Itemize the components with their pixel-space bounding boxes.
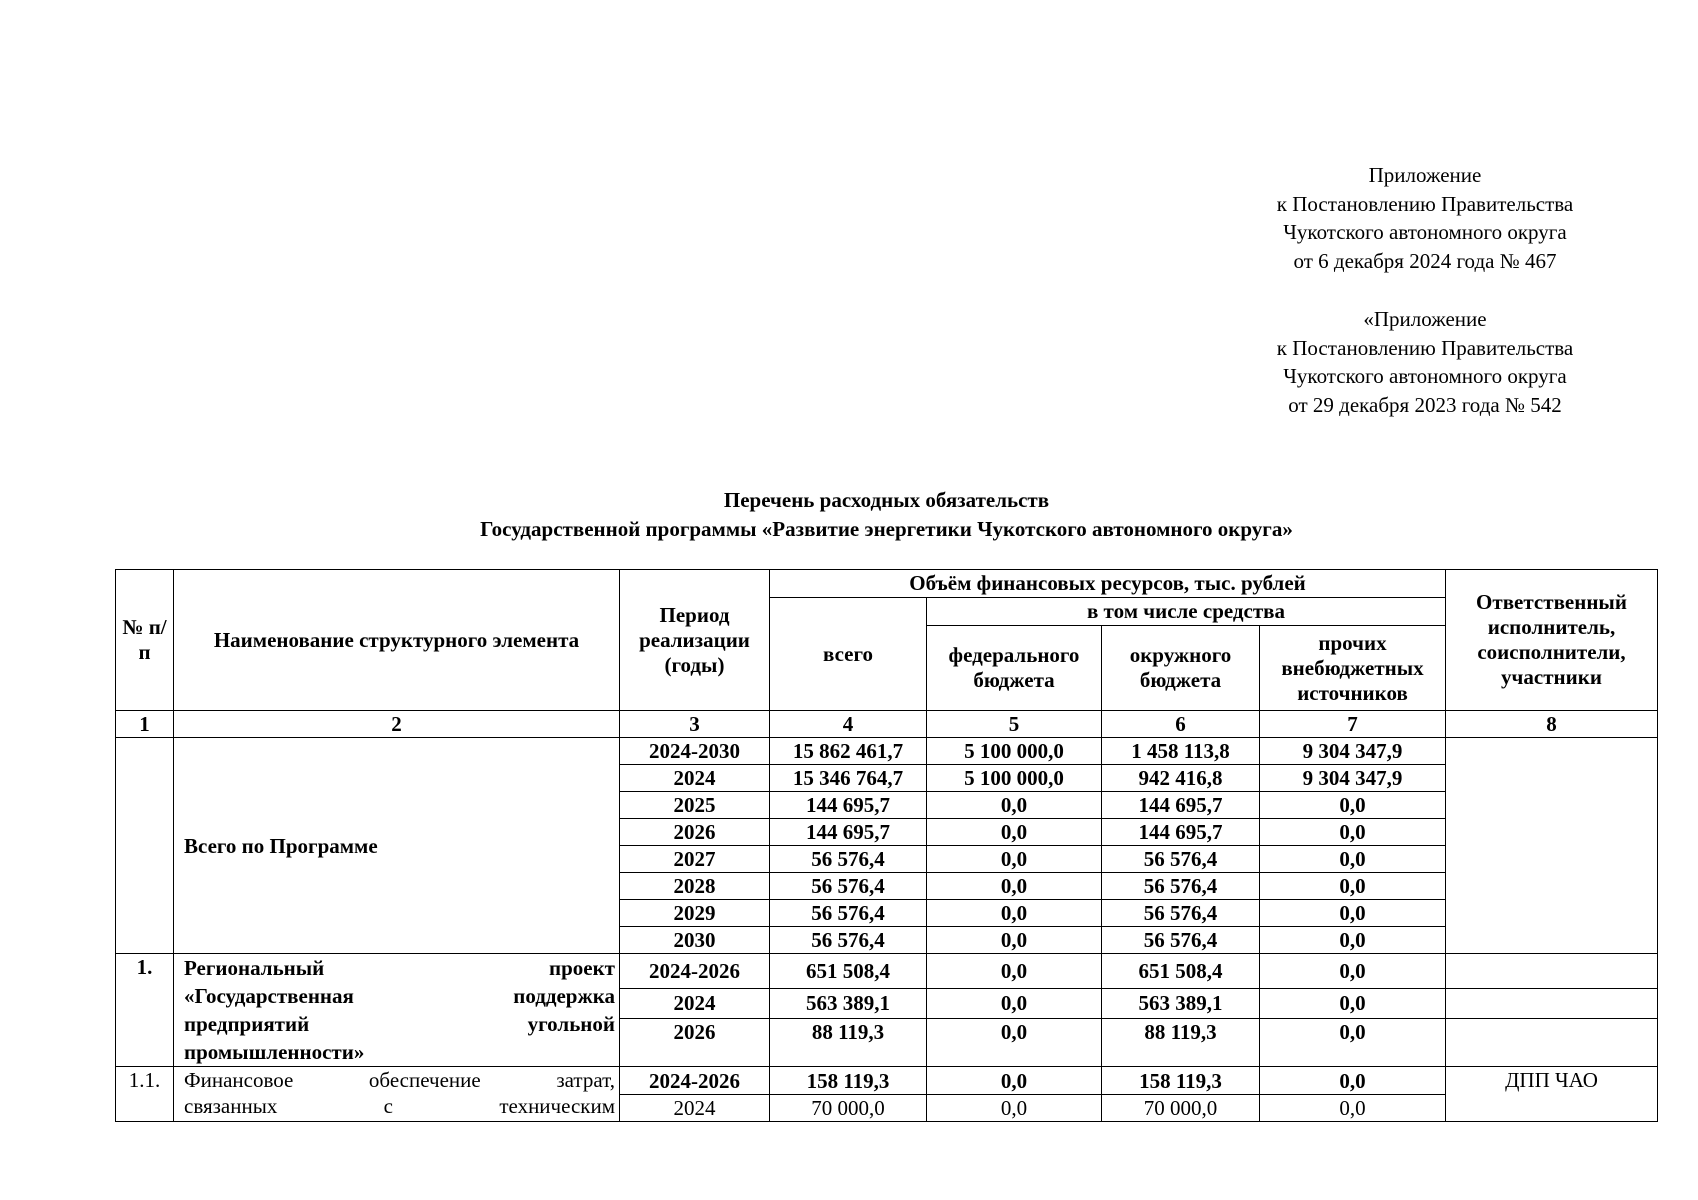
header-total: всего xyxy=(770,598,927,711)
column-number: 3 xyxy=(620,711,770,738)
federal-cell: 0,0 xyxy=(927,1095,1102,1122)
project-name-line xyxy=(184,1038,615,1066)
federal-cell: 0,0 xyxy=(927,846,1102,873)
other-cell: 9 304 347,9 xyxy=(1260,765,1446,792)
federal-cell: 0,0 xyxy=(927,1018,1102,1066)
responsible-cell xyxy=(1446,738,1658,954)
federal-cell: 0,0 xyxy=(927,1067,1102,1095)
project-name-word: поддержка xyxy=(513,984,615,1008)
project-name-word: Региональный xyxy=(184,956,325,980)
column-number: 7 xyxy=(1260,711,1446,738)
item-name-cell xyxy=(174,1067,620,1122)
item-name-word: обеспечение xyxy=(368,1068,481,1092)
item-name-word: техническим xyxy=(499,1094,615,1118)
period-cell: 2027 xyxy=(620,846,770,873)
total-cell: 56 576,4 xyxy=(770,927,927,954)
period-cell: 2024 xyxy=(620,1095,770,1122)
project-name-line xyxy=(184,1010,615,1038)
district-cell: 563 389,1 xyxy=(1102,989,1260,1018)
period-cell: 2025 xyxy=(620,792,770,819)
total-cell: 563 389,1 xyxy=(770,989,927,1018)
title-line-1: Перечень расходных обязательств xyxy=(723,488,1050,512)
other-cell: 0,0 xyxy=(1260,846,1446,873)
other-cell: 0,0 xyxy=(1260,819,1446,846)
district-cell: 144 695,7 xyxy=(1102,792,1260,819)
item-name-word: связанных xyxy=(184,1094,278,1118)
period-cell: 2024 xyxy=(620,765,770,792)
period-cell: 2026 xyxy=(620,1018,770,1066)
district-cell: 1 458 113,8 xyxy=(1102,738,1260,765)
period-cell: 2024-2026 xyxy=(620,1067,770,1095)
project-name-line xyxy=(184,982,615,1010)
total-cell: 158 119,3 xyxy=(770,1067,927,1095)
column-number: 2 xyxy=(174,711,620,738)
item-num-cell: 1.1. xyxy=(116,1067,174,1122)
responsible-cell: ДПП ЧАО xyxy=(1446,1067,1658,1122)
item-name-word: затрат, xyxy=(556,1068,615,1092)
column-number: 1 xyxy=(116,711,174,738)
table-row xyxy=(116,738,1658,765)
approval-line: от 6 декабря 2024 года № 467 xyxy=(1293,248,1557,273)
header-volume: Объём финансовых ресурсов, тыс. рублей xyxy=(770,570,1446,598)
total-name-cell: Всего по Программе xyxy=(174,738,620,954)
table-row xyxy=(116,1067,1658,1095)
other-cell: 0,0 xyxy=(1260,1018,1446,1066)
total-num-cell xyxy=(116,738,174,954)
project-name-word: угольной xyxy=(527,1012,615,1036)
approval-line: Чукотского автономного округа xyxy=(1283,220,1567,244)
other-cell: 9 304 347,9 xyxy=(1260,738,1446,765)
project-name-cell xyxy=(174,954,620,1067)
period-cell: 2024-2026 xyxy=(620,954,770,989)
header-district: окружного бюджета xyxy=(1102,626,1260,711)
approval-line: Приложение xyxy=(1368,163,1482,187)
federal-cell: 5 100 000,0 xyxy=(927,738,1102,765)
district-cell: 56 576,4 xyxy=(1102,927,1260,954)
project-name-word: «Государственная xyxy=(184,984,354,1008)
approval-stamp-current xyxy=(1200,161,1650,275)
period-cell: 2030 xyxy=(620,927,770,954)
total-cell: 15 862 461,7 xyxy=(770,738,927,765)
total-cell: 56 576,4 xyxy=(770,846,927,873)
period-cell: 2024 xyxy=(620,989,770,1018)
period-cell: 2024-2030 xyxy=(620,738,770,765)
federal-cell: 0,0 xyxy=(927,989,1102,1018)
district-cell: 70 000,0 xyxy=(1102,1095,1260,1122)
total-cell: 56 576,4 xyxy=(770,873,927,900)
other-cell: 0,0 xyxy=(1260,873,1446,900)
federal-cell: 0,0 xyxy=(927,792,1102,819)
header-federal: федерального бюджета xyxy=(927,626,1102,711)
column-number: 4 xyxy=(770,711,927,738)
total-cell: 56 576,4 xyxy=(770,900,927,927)
title-line-2: Государственной программы «Развитие энергетики Чукотского автономного округа» xyxy=(480,517,1293,541)
header-other: прочих внебюджетных источников xyxy=(1260,626,1446,711)
other-cell: 0,0 xyxy=(1260,989,1446,1018)
item-name-word: с xyxy=(383,1094,393,1118)
project-name-word: промышленности» xyxy=(184,1040,365,1064)
approval-line: «Приложение xyxy=(1363,307,1487,331)
responsible-cell xyxy=(1446,1018,1658,1066)
total-cell: 88 119,3 xyxy=(770,1018,927,1066)
federal-cell: 0,0 xyxy=(927,819,1102,846)
district-cell: 144 695,7 xyxy=(1102,819,1260,846)
project-name-line xyxy=(184,954,615,982)
responsible-cell xyxy=(1446,954,1658,989)
district-cell: 56 576,4 xyxy=(1102,846,1260,873)
approval-stamp-original xyxy=(1200,305,1650,419)
approval-line: к Постановлению Правительства xyxy=(1276,335,1574,360)
total-cell: 70 000,0 xyxy=(770,1095,927,1122)
other-cell: 0,0 xyxy=(1260,927,1446,954)
other-cell: 0,0 xyxy=(1260,1095,1446,1122)
header-num: № п/п xyxy=(116,570,174,711)
federal-cell: 0,0 xyxy=(927,954,1102,989)
period-cell: 2028 xyxy=(620,873,770,900)
project-name-word: проект xyxy=(548,956,615,980)
district-cell: 942 416,8 xyxy=(1102,765,1260,792)
header-including: в том числе средства xyxy=(927,598,1446,626)
other-cell: 0,0 xyxy=(1260,792,1446,819)
column-number: 6 xyxy=(1102,711,1260,738)
district-cell: 88 119,3 xyxy=(1102,1018,1260,1066)
federal-cell: 0,0 xyxy=(927,900,1102,927)
header-name: Наименование структурного элемента xyxy=(174,570,620,711)
other-cell: 0,0 xyxy=(1260,954,1446,989)
approval-line: Чукотского автономного округа xyxy=(1283,364,1567,388)
header-period: Период реализации (годы) xyxy=(620,570,770,711)
district-cell: 158 119,3 xyxy=(1102,1067,1260,1095)
column-number: 5 xyxy=(927,711,1102,738)
other-cell: 0,0 xyxy=(1260,900,1446,927)
district-cell: 651 508,4 xyxy=(1102,954,1260,989)
total-cell: 651 508,4 xyxy=(770,954,927,989)
total-cell: 15 346 764,7 xyxy=(770,765,927,792)
header-responsible: Ответственный исполнитель, соисполнители, участники xyxy=(1446,570,1658,711)
federal-cell: 0,0 xyxy=(927,873,1102,900)
project-num-cell: 1. xyxy=(116,954,174,1067)
total-cell: 144 695,7 xyxy=(770,819,927,846)
expenditure-table xyxy=(115,569,1658,1122)
responsible-cell xyxy=(1446,989,1658,1018)
item-name-line xyxy=(184,1067,615,1093)
project-name-word: предприятий xyxy=(184,1012,310,1036)
item-name-word: Финансовое xyxy=(184,1068,294,1092)
district-cell: 56 576,4 xyxy=(1102,873,1260,900)
approval-line: от 29 декабря 2023 года № 542 xyxy=(1288,392,1562,417)
period-cell: 2026 xyxy=(620,819,770,846)
column-number: 8 xyxy=(1446,711,1658,738)
total-cell: 144 695,7 xyxy=(770,792,927,819)
document-title xyxy=(115,486,1658,544)
period-cell: 2029 xyxy=(620,900,770,927)
item-name-line xyxy=(184,1093,615,1119)
table-row xyxy=(116,954,1658,989)
federal-cell: 5 100 000,0 xyxy=(927,765,1102,792)
federal-cell: 0,0 xyxy=(927,927,1102,954)
district-cell: 56 576,4 xyxy=(1102,900,1260,927)
approval-line: к Постановлению Правительства xyxy=(1276,191,1574,216)
other-cell: 0,0 xyxy=(1260,1067,1446,1095)
